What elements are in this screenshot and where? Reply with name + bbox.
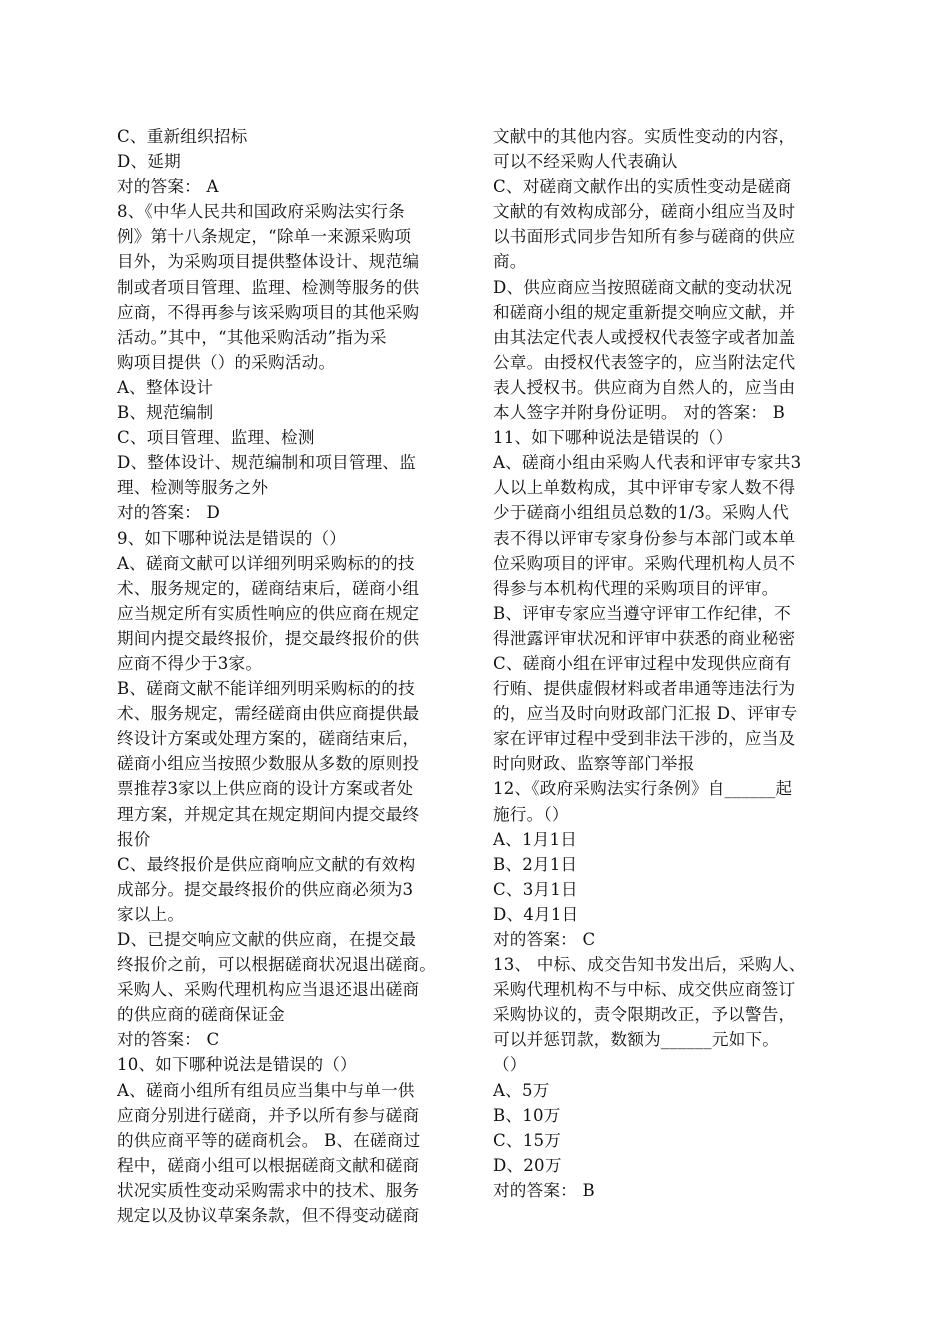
- option-line: 时向财政、监察等部门举报: [493, 754, 695, 774]
- option-line: 状况实质性变动采购需求中的技术、服务: [117, 1180, 420, 1200]
- option-line: 少于磋商小组组员总数的1/3。采购人代: [493, 503, 790, 523]
- option-line: C、磋商小组在评审过程中发现供应商有: [493, 653, 792, 673]
- option-line: B、规范编制: [117, 403, 214, 423]
- question-8-text: 制或者项目管理、监理、检测等服务的供: [117, 277, 420, 297]
- answer-line: 对的答案： C: [117, 1030, 220, 1050]
- question-12-text: 12、《政府采购法实行条例》自______起: [493, 779, 793, 799]
- option-line: B、磋商文献不能详细列明采购标的的技: [117, 679, 415, 699]
- option-line: 得泄露评审状况和评审中获悉的商业秘密: [493, 628, 796, 648]
- question-9-text: 9、如下哪种说法是错误的（）: [117, 528, 347, 548]
- option-line: 术、服务规定，需经磋商由供应商提供最: [117, 704, 420, 724]
- option-line: 表人授权书。供应商为自然人的，应当由: [493, 377, 796, 397]
- option-line: 期间内提交最终报价，提交最终报价的供: [117, 628, 420, 648]
- option-line: 规定以及协议草案条款，但不得变动磋商: [117, 1206, 420, 1226]
- option-line: A、磋商文献可以详细列明采购标的的技: [117, 553, 415, 573]
- question-13-text: 可以并惩罚款，数额为______元如下。: [493, 1030, 780, 1050]
- option-line: 终报价之前，可以根据磋商状况退出磋商。: [117, 955, 437, 975]
- option-line: A、整体设计: [117, 377, 214, 397]
- answer-line: 对的答案： B: [493, 1180, 595, 1200]
- option-line: 票推荐3家以上供应商的设计方案或者处: [117, 779, 414, 799]
- question-8-text: 购项目提供（）的采购活动。: [117, 352, 336, 372]
- left-column: [117, 124, 467, 1228]
- option-line: 报价: [117, 829, 151, 849]
- option-line: 位采购项目的评审。采购代理机构人员不: [493, 553, 796, 573]
- option-line: 可以不经采购人代表确认: [493, 152, 678, 172]
- answer-line: 本人签字并附身份证明。 对的答案： B: [493, 403, 786, 423]
- option-line: 文献的有效构成部分，磋商小组应当及时: [493, 202, 796, 222]
- option-line: D、4月1日: [493, 904, 579, 924]
- option-line: 磋商小组应当按照少数服从多数的原则投: [117, 754, 420, 774]
- answer-line: 对的答案： C: [493, 930, 596, 949]
- question-13-text: （）: [493, 1055, 527, 1075]
- option-line: 理方案，并规定其在规定期间内提交最终: [117, 804, 420, 824]
- option-line: B、2月1日: [493, 854, 578, 874]
- option-line: 行贿、提供虚假材料或者串通等违法行为: [493, 679, 796, 699]
- option-line: 采购人、采购代理机构应当退还退出磋商: [117, 980, 420, 1000]
- option-line: C、15万: [493, 1130, 561, 1150]
- option-line: 人以上单数构成，其中评审专家人数不得: [493, 478, 796, 498]
- answer-line: 对的答案： A: [117, 177, 219, 197]
- answer-line: 对的答案： D: [117, 503, 220, 523]
- question-8-text: 目外，为采购项目提供整体设计、规范编: [117, 252, 420, 272]
- option-line: C、对磋商文献作出的实质性变动是磋商: [493, 177, 792, 197]
- question-8-text: 例》第十八条规定，“除单一来源采购项: [117, 227, 412, 247]
- option-line: 家以上。: [117, 904, 185, 924]
- option-line: 得参与本机构代理的采购项目的评审。: [493, 578, 779, 598]
- question-13-text: 13、 中标、成交告知书发出后，采购人、: [493, 955, 806, 975]
- option-line: A、1月1日: [493, 829, 578, 849]
- option-line: A、5万: [493, 1080, 550, 1100]
- option-line: 的供应商的磋商保证金: [117, 1005, 285, 1025]
- option-line: D、供应商应当按照磋商文献的变动状况: [493, 277, 792, 297]
- question-10-text: 10、如下哪种说法是错误的（）: [117, 1055, 357, 1075]
- question-13-text: 采购协议的，责令限期改正，予以警告，: [493, 1005, 796, 1025]
- option-line: 文献中的其他内容。实质性变动的内容，: [493, 127, 796, 146]
- question-12-text: 施行。（）: [493, 804, 569, 824]
- option-line: 公章。由授权代表签字的，应当附法定代: [493, 352, 796, 372]
- option-line: 商。: [493, 252, 527, 272]
- option-line: D、整体设计、规范编制和项目管理、监: [117, 453, 416, 473]
- option-line: B、评审专家应当遵守评审工作纪律，不: [493, 603, 791, 623]
- option-line: 理、检测等服务之外: [117, 478, 269, 498]
- option-line: 应商不得少于3家。: [117, 653, 263, 673]
- option-line: 成部分。提交最终报价的供应商必须为3: [117, 879, 414, 899]
- option-line: D、已提交响应文献的供应商，在提交最: [117, 930, 416, 949]
- option-line: C、最终报价是供应商响应文献的有效构: [117, 854, 416, 874]
- right-column: [493, 124, 843, 1203]
- option-line: 由其法定代表人或授权代表签字或者加盖: [493, 327, 796, 347]
- option-line: 表不得以评审专家身份参与本部门或本单: [493, 528, 796, 548]
- option-line: B、10万: [493, 1105, 561, 1125]
- question-8-text: 8、《中华人民共和国政府采购法实行条: [117, 202, 405, 222]
- question-8-text: 活动。”其中，“其他采购活动”指为采: [117, 327, 387, 347]
- option-line: A、磋商小组所有组员应当集中与单一供: [117, 1080, 415, 1100]
- option-line: 应当规定所有实质性响应的供应商在规定: [117, 603, 420, 623]
- text-line: C、重新组织招标: [117, 127, 248, 146]
- question-13-text: 采购代理机构不与中标、成交供应商签订: [493, 980, 796, 1000]
- option-line: 的，应当及时向财政部门汇报 D、评审专: [493, 704, 798, 724]
- option-line: 术、服务规定的，磋商结束后，磋商小组: [117, 578, 420, 598]
- option-line: 终设计方案或处理方案的，磋商结束后，: [117, 729, 420, 749]
- question-11-text: 11、如下哪种说法是错误的（）: [493, 428, 733, 448]
- text-line: D、延期: [117, 152, 181, 172]
- option-line: 以书面形式同步告知所有参与磋商的供应: [493, 227, 796, 247]
- option-line: 程中，磋商小组可以根据磋商文献和磋商: [117, 1155, 420, 1175]
- option-line: D、20万: [493, 1155, 562, 1175]
- option-line: C、3月1日: [493, 879, 578, 899]
- option-line: A、磋商小组由采购人代表和评审专家共3: [493, 453, 802, 473]
- option-line: 和磋商小组的规定重新提交响应文献，并: [493, 302, 796, 322]
- option-line: 家在评审过程中受到非法干涉的，应当及: [493, 729, 796, 749]
- option-line: 的供应商平等的磋商机会。 B、在磋商过: [117, 1130, 421, 1150]
- option-line: C、项目管理、监理、检测: [117, 428, 315, 448]
- question-8-text: 应商，不得再参与该采购项目的其他采购: [117, 302, 420, 322]
- option-line: 应商分别进行磋商，并予以所有参与磋商: [117, 1105, 420, 1125]
